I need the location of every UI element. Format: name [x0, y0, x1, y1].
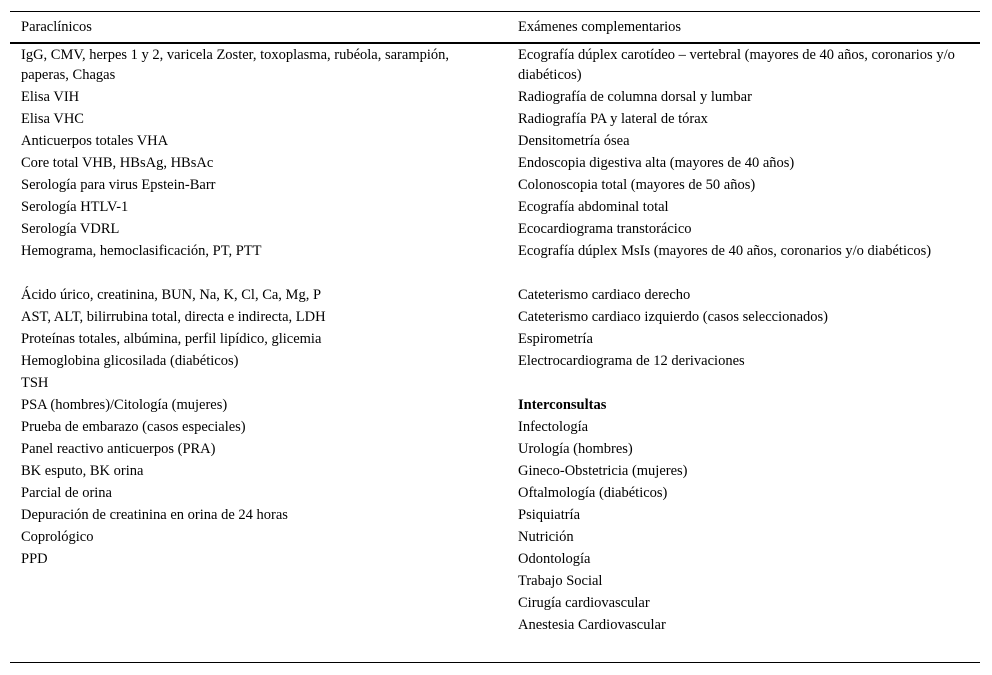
paraclinico-item: Panel reactivo anticuerpos (PRA)	[21, 441, 216, 457]
paraclinico-item: Anticuerpos totales VHA	[21, 133, 169, 149]
table-bottom-rule	[10, 662, 980, 663]
paraclinico-item: Core total VHB, HBsAg, HBsAc	[21, 155, 214, 171]
paraclinico-item: Prueba de embarazo (casos especiales)	[21, 419, 246, 435]
interconsulta-item: Oftalmología (diabéticos)	[518, 485, 668, 501]
examen-item: Ecografía dúplex MsIs (mayores de 40 años, coronarios y/o diabéticos)	[518, 243, 932, 259]
paraclinico-item: Serología para virus Epstein-Barr	[21, 177, 216, 193]
interconsultas-title: Interconsultas	[518, 397, 607, 413]
examen-item: Colonoscopia total (mayores de 50 años)	[518, 177, 756, 193]
interconsulta-item: Nutrición	[518, 529, 574, 545]
examen-item: Ecografía abdominal total	[518, 199, 669, 215]
table-header-rule	[10, 42, 980, 44]
paraclinico-item: Parcial de orina	[21, 485, 112, 501]
examen-item: Cateterismo cardiaco izquierdo (casos seleccionados)	[518, 309, 829, 325]
paraclinico-item	[21, 263, 491, 283]
paraclinicos-column	[21, 45, 491, 571]
paraclinico-item: Ácido úrico, creatinina, BUN, Na, K, Cl, Ca, Mg, P	[21, 287, 322, 303]
examen-item: Endoscopia digestiva alta (mayores de 40 años)	[518, 155, 795, 171]
examen-item: Ecografía dúplex carotídeo – vertebral (mayores de 40 años, coronarios y/o diabéticos)	[518, 47, 955, 83]
paraclinico-item: AST, ALT, bilirrubina total, directa e indirecta, LDH	[21, 309, 326, 325]
paraclinico-item: Depuración de creatinina en orina de 24 horas	[21, 507, 288, 523]
paraclinico-item: Hemoglobina glicosilada (diabéticos)	[21, 353, 239, 369]
header-paraclinicos: Paraclínicos	[21, 19, 92, 35]
spacer	[518, 373, 958, 393]
interconsulta-item: Cirugía cardiovascular	[518, 595, 650, 611]
examenes-column	[518, 45, 958, 637]
examen-item: Espirometría	[518, 331, 593, 347]
interconsulta-item: Odontología	[518, 551, 591, 567]
paraclinico-item: IgG, CMV, herpes 1 y 2, varicela Zoster, toxoplasma, rubéola, sarampión, paperas, Chagas	[21, 47, 450, 83]
interconsulta-item: Anestesia Cardiovascular	[518, 617, 666, 633]
header-examenes: Exámenes complementarios	[518, 19, 682, 35]
examen-item: Ecocardiograma transtorácico	[518, 221, 692, 237]
paraclinico-item: PSA (hombres)/Citología (mujeres)	[21, 397, 228, 413]
paraclinico-item: TSH	[21, 375, 49, 391]
interconsulta-item: Gineco-Obstetricia (mujeres)	[518, 463, 688, 479]
examen-item: Densitometría ósea	[518, 133, 630, 149]
paraclinico-item: Elisa VIH	[21, 89, 80, 105]
paraclinico-item: Hemograma, hemoclasificación, PT, PTT	[21, 243, 262, 259]
table-header-row	[10, 12, 980, 42]
interconsulta-item: Psiquiatría	[518, 507, 581, 523]
examen-item: Cateterismo cardiaco derecho	[518, 287, 691, 303]
table	[10, 11, 980, 44]
examen-item: Radiografía de columna dorsal y lumbar	[518, 89, 752, 105]
examen-item: Electrocardiograma de 12 derivaciones	[518, 353, 745, 369]
paraclinico-item: Serología HTLV-1	[21, 199, 129, 215]
interconsulta-item: Trabajo Social	[518, 573, 603, 589]
interconsulta-item: Infectología	[518, 419, 589, 435]
paraclinico-item: BK esputo, BK orina	[21, 463, 144, 479]
paraclinico-item: PPD	[21, 551, 48, 567]
examen-item: Radiografía PA y lateral de tórax	[518, 111, 708, 127]
interconsulta-item: Urología (hombres)	[518, 441, 633, 457]
examen-item	[518, 263, 958, 283]
paraclinico-item: Proteínas totales, albúmina, perfil lipídico, glicemia	[21, 331, 322, 347]
paraclinico-item: Serología VDRL	[21, 221, 120, 237]
paraclinico-item: Elisa VHC	[21, 111, 84, 127]
paraclinico-item: Coprológico	[21, 529, 94, 545]
